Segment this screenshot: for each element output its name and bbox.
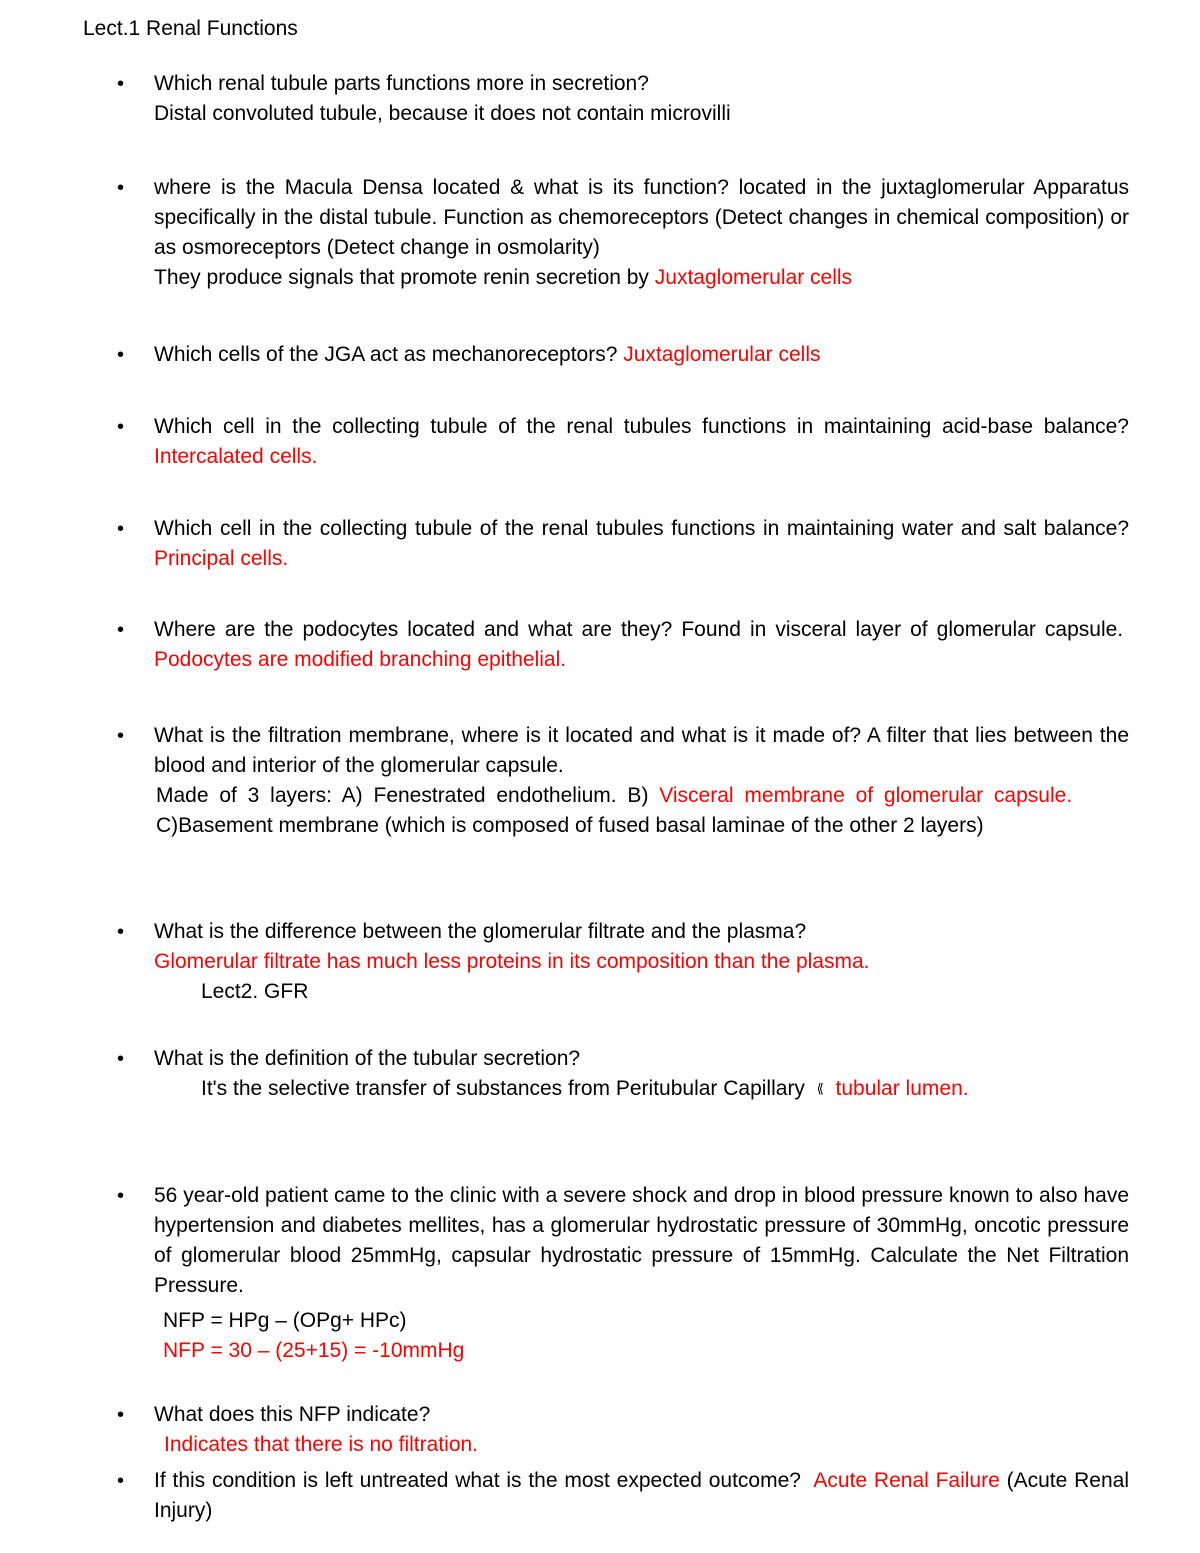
page-title: Lect.1 Renal Functions [83,17,298,40]
question-12 [154,1466,1129,1526]
bullet: • [117,73,125,95]
question-5 [154,514,1129,574]
answer-highlight: Podocytes are modified branching epithelial. [154,648,567,671]
question-text: What is the difference between the glomerular filtrate and the plasma? [154,920,807,943]
section-heading: Lect2. GFR [201,980,309,1003]
question-text: Where are the podocytes located and what are they? Found in visceral layer of glomerular capsule. [154,618,1124,641]
answer-highlight: Juxtaglomerular cells [654,266,853,289]
answer-text: They produce signals that promote renin secretion by [154,266,649,289]
question-11 [154,1400,1129,1460]
question-text: Which cell in the collecting tubule of the renal tubules functions in maintaining acid-base balance? [154,415,1129,438]
formula: NFP = HPg – (OPg+ HPc) [163,1309,407,1332]
answer-highlight: Principal cells. [154,547,289,570]
bullet: • [117,619,125,641]
question-text: What is the filtration membrane, where is it located and what is it made of? A filter that lies between the blood and interior of the glomerular capsule. [154,724,1129,777]
answer-text: Distal convoluted tubule, because it does not contain microvilli [154,102,731,125]
answer-text: (Acute Renal Injury) [154,1469,1129,1522]
layers-intro: Made of 3 layers: A) Fenestrated endothelium. B) [156,784,649,807]
bullet: • [117,1470,125,1492]
bullet: • [117,1185,125,1207]
calculation: NFP = 30 – (25+15) = -10mmHg [163,1339,465,1362]
question-7 [154,721,1129,841]
question-4 [154,412,1129,472]
answer-highlight: Intercalated cells. [154,445,318,468]
question-line [154,1466,1129,1526]
answer-line [154,1074,1129,1104]
question-text: 56 year-old patient came to the clinic with a severe shock and drop in blood pressure known to also have hypertension and diabetes mellites, has a glomerular hydrostatic pressure of 30mmHg, oncotic pressure of glomerular blood 25mmHg, capsular hydrostatic pressure of 15mmHg. Calculate the Net Filtration Pressure. [154,1184,1129,1297]
bullet: • [117,1404,125,1426]
arrow-icon: ⟪ [816,1081,824,1096]
answer-highlight: tubular lumen. [835,1077,969,1100]
question-6 [154,615,1129,675]
question-text: What is the definition of the tubular secretion? [154,1047,581,1070]
question-8 [154,917,1129,1007]
question-text: What does this NFP indicate? [154,1403,431,1426]
bullet: • [117,177,125,199]
answer-text: It's the selective transfer of substances from Peritubular Capillary [201,1077,805,1100]
bullet: • [117,725,125,747]
question-text: If this condition is left untreated what is the most expected outcome? [154,1469,801,1492]
question-3 [154,340,1129,370]
bullet: • [117,518,125,540]
question-text: Which renal tubule parts functions more in secretion? [154,72,649,95]
answer-highlight: Juxtaglomerular cells [623,343,821,366]
answer-highlight: Glomerular filtrate has much less proteins in its composition than the plasma. [154,950,870,973]
bullet: • [117,416,125,438]
question-text: where is the Macula Densa located & what is its function? located in the juxtaglomerular Apparatus specifically in the distal tubule. Function as chemoreceptors (Detect changes in chemical composition) or as osmoreceptors (Detect change in osmolarity) [154,176,1129,259]
layers-rest: C)Basement membrane (which is composed of fused basal laminae of the other 2 layers) [156,814,984,837]
question-text: Which cell in the collecting tubule of the renal tubules functions in maintaining water and salt balance? [154,517,1129,540]
bullet: • [117,344,125,366]
answer-highlight: Visceral membrane of glomerular capsule. [659,784,1073,807]
answer-line [154,263,1129,293]
question-10 [154,1181,1129,1366]
question-9 [154,1044,1129,1104]
answer-text [154,781,1078,841]
bullet: • [117,921,125,943]
bullet: • [117,1048,125,1070]
question-text: Which cells of the JGA act as mechanoreceptors? [154,343,618,366]
question-1 [154,69,1129,129]
question-2 [154,173,1129,293]
answer-highlight: Indicates that there is no filtration. [164,1433,479,1456]
answer-highlight: Acute Renal Failure [813,1469,1000,1492]
